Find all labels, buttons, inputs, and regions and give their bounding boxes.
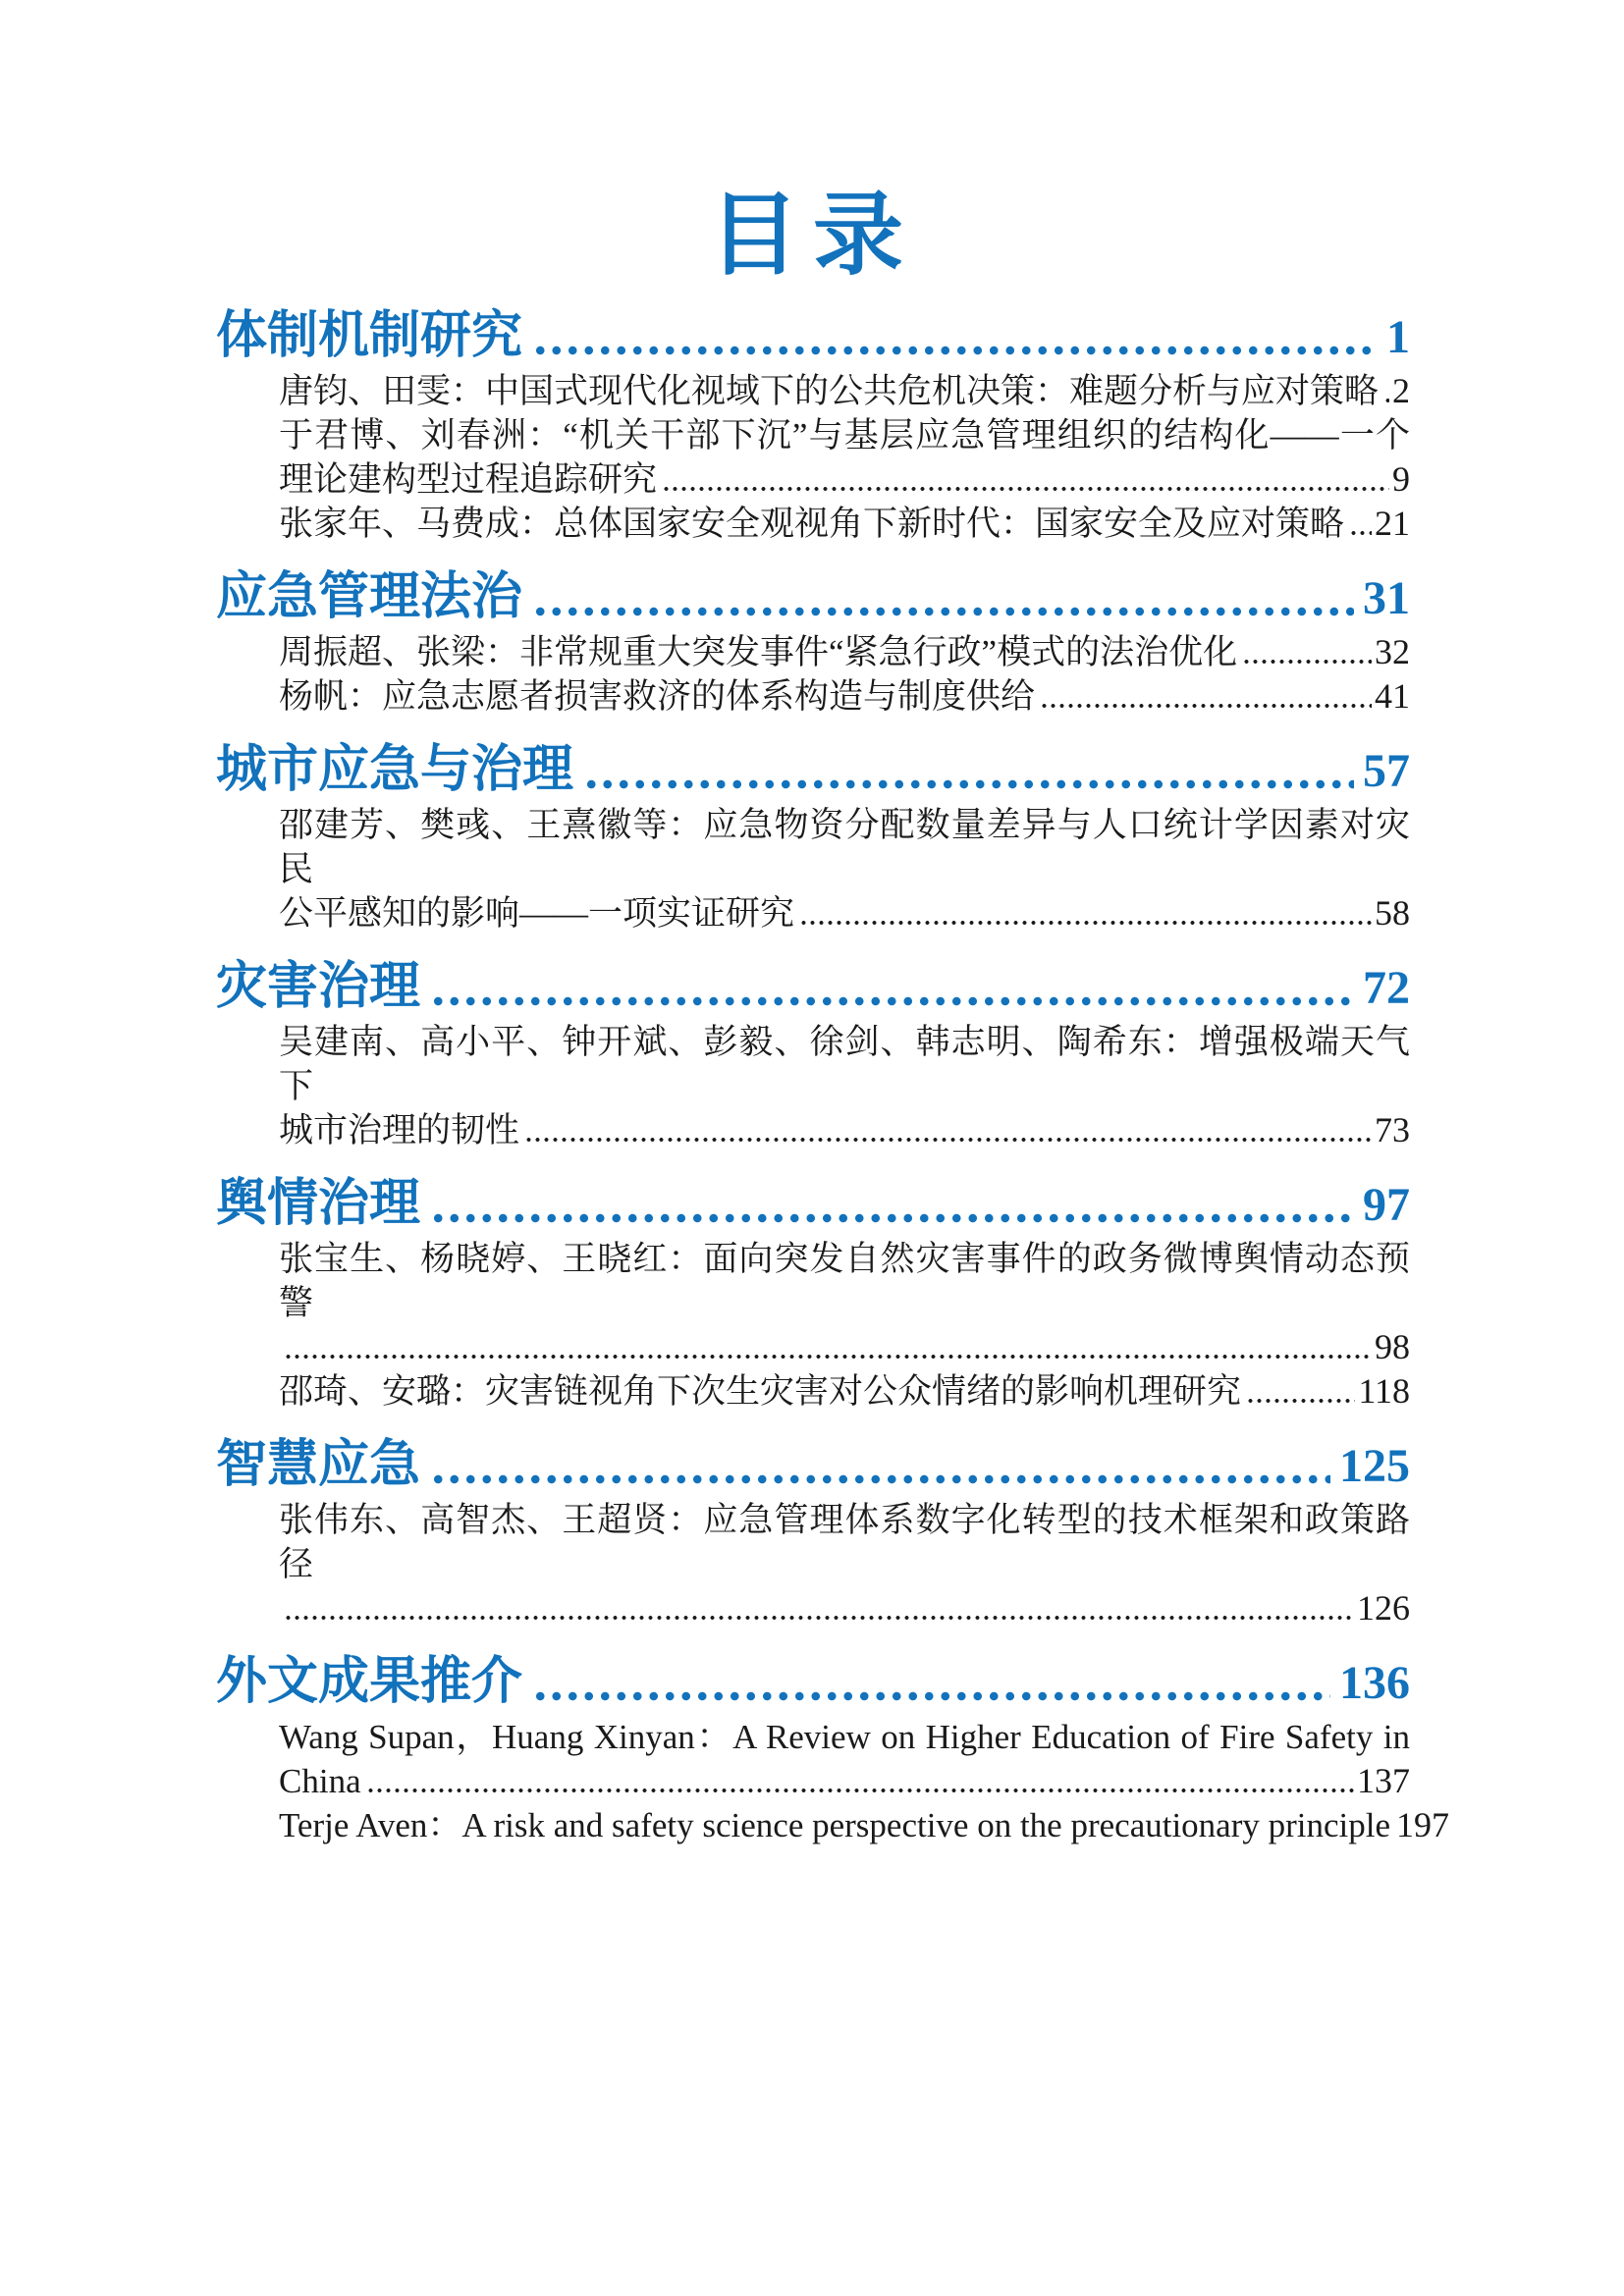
- toc-entry-label: 周振超、张梁：非常规重大突发事件“紧急行政”模式的法治优化: [279, 633, 1238, 671]
- toc-section-label: 舆情治理: [216, 1175, 421, 1232]
- toc-entry-row[interactable]: [216, 1498, 1410, 1586]
- page-title: 目录: [708, 186, 917, 286]
- toc-page-number: 1: [1386, 311, 1410, 363]
- toc-page-number: 97: [1363, 1179, 1410, 1231]
- toc-entry-row[interactable]: [216, 413, 1410, 457]
- toc-entry-label: 理论建构型过程追踪研究: [279, 460, 658, 499]
- dot-leader: [532, 607, 1354, 616]
- toc-page-number: 98: [1375, 1327, 1410, 1366]
- dot-leader: [366, 1788, 1354, 1793]
- toc-entry-label: 城市治理的韧性: [279, 1111, 520, 1149]
- toc-page-number: 21: [1375, 504, 1410, 543]
- dot-leader: [1040, 703, 1372, 709]
- dot-leader: [430, 1474, 1330, 1484]
- toc-page-number: 126: [1357, 1588, 1410, 1628]
- toc-section-label: 智慧应急: [216, 1436, 421, 1493]
- dot-leader: [662, 486, 1389, 492]
- toc-entry-label: 公平感知的影响——一项实证研究: [279, 894, 795, 933]
- toc-page-number: 41: [1375, 676, 1410, 716]
- toc-section-row[interactable]: [216, 738, 1410, 803]
- toc-entry-label: 张家年、马费成：总体国家安全观视角下新时代：国家安全及应对策略: [279, 505, 1345, 543]
- toc-page-number: 58: [1375, 893, 1410, 933]
- toc-page-number: 118: [1358, 1371, 1410, 1411]
- toc-section-row[interactable]: [216, 1172, 1410, 1237]
- toc-section-label: 应急管理法治: [216, 568, 523, 625]
- toc-page-number: 197: [1396, 1805, 1450, 1844]
- toc-section-row[interactable]: [216, 1433, 1410, 1498]
- toc-entry-row[interactable]: [216, 1108, 1410, 1152]
- toc-entry-label: 杨帆：应急志愿者损害救济的体系构造与制度供给: [279, 677, 1036, 716]
- toc-section-row[interactable]: [216, 304, 1410, 369]
- toc-entry-label: 张宝生、杨晓婷、王晓红：面向突发自然灾害事件的政务微博舆情动态预警: [279, 1240, 1410, 1322]
- toc-section-label: 灾害治理: [216, 958, 421, 1015]
- toc-entry-label: 张伟东、高智杰、王超贤：应急管理体系数字化转型的技术框架和政策路径: [279, 1501, 1410, 1583]
- toc-entry-label: 邵建芳、樊彧、王熹徽等：应急物资分配数量差异与人口统计学因素对灾民: [279, 806, 1410, 888]
- toc-entry-row[interactable]: [216, 457, 1410, 502]
- toc-section-label: 体制机制研究: [216, 307, 523, 364]
- toc-entry-row[interactable]: [216, 891, 1410, 935]
- toc-entry-row[interactable]: [216, 1325, 1410, 1369]
- toc-page-number: 73: [1375, 1110, 1410, 1149]
- toc-page-number: 137: [1357, 1761, 1410, 1800]
- toc-entry-row[interactable]: [216, 674, 1410, 719]
- dot-leader: [284, 1354, 1372, 1360]
- toc-page-number: 32: [1375, 632, 1410, 671]
- toc-entry-row[interactable]: [216, 1759, 1410, 1803]
- toc-entry-row[interactable]: [216, 1237, 1410, 1325]
- toc-entry-row[interactable]: [216, 803, 1410, 891]
- toc-entry-label: 邵琦、安璐：灾害链视角下次生灾害对公众情绪的影响机理研究: [279, 1372, 1242, 1411]
- dot-leader: [1349, 530, 1372, 536]
- dot-leader: [284, 1615, 1354, 1621]
- dot-leader: [799, 920, 1372, 926]
- toc-entry-row[interactable]: [216, 1369, 1410, 1414]
- toc-page-number: 31: [1363, 572, 1410, 624]
- toc-page-number: 9: [1392, 459, 1410, 499]
- toc-entry-row[interactable]: [216, 1715, 1410, 1759]
- dot-leader: [532, 346, 1378, 355]
- toc-page-number: 57: [1363, 745, 1410, 797]
- toc-entry-label: 于君博、刘春洲：“机关干部下沉”与基层应急管理组织的结构化——一个: [279, 416, 1410, 454]
- toc-page-number: 72: [1363, 962, 1410, 1014]
- toc-entry-row[interactable]: [216, 369, 1410, 413]
- toc-entry-row[interactable]: [216, 1586, 1410, 1630]
- dot-leader: [524, 1137, 1372, 1143]
- dot-leader: [532, 1691, 1330, 1701]
- dot-leader: [583, 779, 1354, 789]
- toc-entry-row[interactable]: [216, 1020, 1410, 1108]
- toc-section-label: 城市应急与治理: [216, 741, 574, 798]
- toc-section-row[interactable]: [216, 565, 1410, 630]
- toc-entry-label: 吴建南、高小平、钟开斌、彭毅、徐剑、韩志明、陶希东：增强极端天气下: [279, 1023, 1410, 1105]
- toc-section-label: 外文成果推介: [216, 1653, 523, 1710]
- toc-page-number: 136: [1339, 1657, 1410, 1709]
- toc-entry-row[interactable]: [216, 502, 1410, 546]
- dot-leader: [1383, 398, 1389, 403]
- toc-list: [216, 304, 1450, 1847]
- dot-leader: [1242, 659, 1372, 665]
- toc-entry-label: China: [279, 1762, 361, 1800]
- dot-leader: [1246, 1398, 1355, 1404]
- dot-leader: [430, 1213, 1354, 1223]
- toc-entry-row[interactable]: [216, 630, 1410, 674]
- toc-page-number: 2: [1392, 371, 1411, 410]
- toc-section-row[interactable]: [216, 1650, 1410, 1715]
- toc-entry-row[interactable]: [216, 1803, 1450, 1847]
- dot-leader: [430, 996, 1354, 1006]
- toc-section-row[interactable]: [216, 955, 1410, 1020]
- toc-entry-label: Terje Aven：A risk and safety science perspective on the precautionary principle: [279, 1806, 1391, 1844]
- toc-page-number: 125: [1339, 1440, 1410, 1492]
- toc-entry-label: 唐钧、田雯：中国式现代化视域下的公共危机决策：难题分析与应对策略: [279, 372, 1380, 410]
- toc-entry-label: Wang Supan，Huang Xinyan：A Review on Higher Education of Fire Safety in: [279, 1718, 1410, 1756]
